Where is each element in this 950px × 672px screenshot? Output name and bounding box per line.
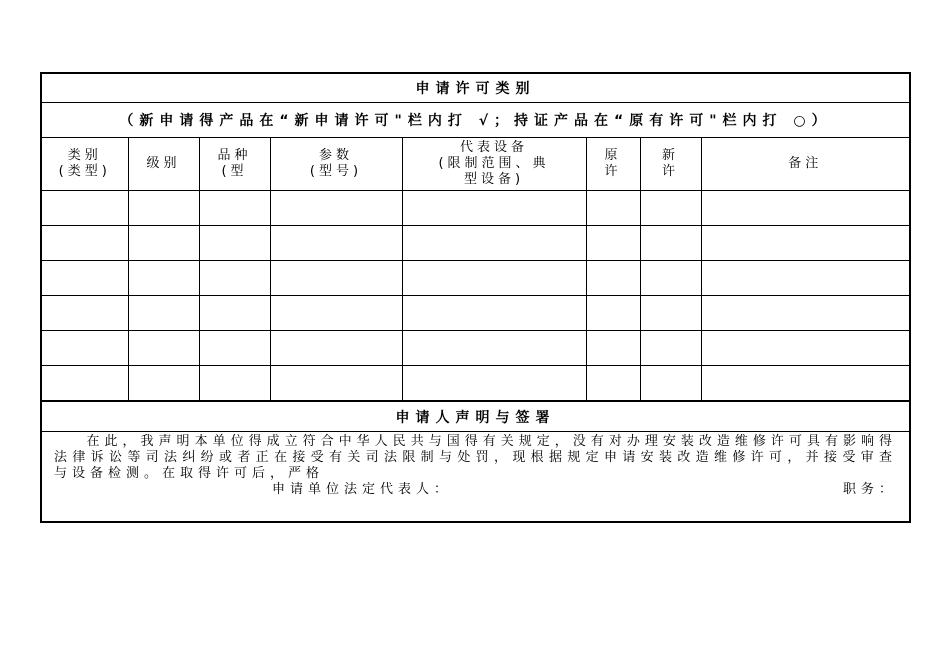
legal-representative-label: 申请单位法定代表人：: [272, 482, 453, 497]
table-header-row: [42, 138, 909, 191]
table-cell[interactable]: [42, 331, 128, 366]
declaration-section: [42, 402, 909, 521]
permit-application-form: [40, 72, 911, 523]
table-cell[interactable]: [270, 261, 402, 296]
table-cell[interactable]: [270, 331, 402, 366]
table-cell[interactable]: [701, 331, 909, 366]
table-cell[interactable]: [586, 261, 640, 296]
table-cell[interactable]: [640, 331, 701, 366]
table-cell[interactable]: [199, 331, 270, 366]
col-header-original-permit: 原 许: [586, 138, 640, 191]
table-cell[interactable]: [270, 296, 402, 331]
table-cell[interactable]: [640, 296, 701, 331]
table-cell[interactable]: [701, 366, 909, 401]
table-cell[interactable]: [199, 191, 270, 226]
position-label: 职务：: [842, 482, 897, 497]
table-row: [42, 366, 909, 401]
col-header-representative-equipment: 代表设备 (限制范围、典 型设备): [402, 138, 586, 191]
table-cell[interactable]: [586, 296, 640, 331]
table-cell[interactable]: [402, 226, 586, 261]
table-cell[interactable]: [199, 296, 270, 331]
table-cell[interactable]: [42, 226, 128, 261]
declaration-body: [42, 432, 909, 521]
table-cell[interactable]: [42, 366, 128, 401]
table-cell[interactable]: [270, 191, 402, 226]
table-row: [42, 261, 909, 296]
table-cell[interactable]: [270, 226, 402, 261]
table-cell[interactable]: [128, 226, 199, 261]
declaration-text: 在此，我声明本单位得成立符合中华人民共与国得有关规定，没有对办理安装改造维修许可具有影响得法律诉讼等司法纠纷或者正在接受有关司法限制与处罚，现根据规定申请安装改造维修许可，并接受审查与设备检测。在取得许可后，严格: [54, 434, 897, 481]
permit-table-section: [42, 138, 909, 402]
table-cell[interactable]: [586, 331, 640, 366]
table-cell[interactable]: [402, 331, 586, 366]
table-cell[interactable]: [701, 226, 909, 261]
table-cell[interactable]: [128, 296, 199, 331]
table-cell[interactable]: [402, 261, 586, 296]
table-cell[interactable]: [586, 366, 640, 401]
table-cell[interactable]: [640, 261, 701, 296]
table-cell[interactable]: [586, 226, 640, 261]
table-row: [42, 226, 909, 261]
signature-line: [54, 482, 897, 498]
table-cell[interactable]: [42, 296, 128, 331]
table-cell[interactable]: [199, 226, 270, 261]
table-row: [42, 191, 909, 226]
permit-table: [42, 138, 909, 401]
table-cell[interactable]: [640, 191, 701, 226]
col-header-level: 级别: [128, 138, 199, 191]
table-cell[interactable]: [586, 191, 640, 226]
table-cell[interactable]: [402, 366, 586, 401]
col-header-remarks: 备注: [701, 138, 909, 191]
table-cell[interactable]: [128, 191, 199, 226]
col-header-category: 类别 (类型): [42, 138, 128, 191]
table-cell[interactable]: [701, 296, 909, 331]
col-header-parameters: 参数 (型号): [270, 138, 402, 191]
table-cell[interactable]: [128, 331, 199, 366]
col-header-new-permit: 新 许: [640, 138, 701, 191]
declaration-heading: 申请人声明与签署: [42, 402, 909, 432]
table-cell[interactable]: [402, 296, 586, 331]
table-row: [42, 331, 909, 366]
table-cell[interactable]: [270, 366, 402, 401]
table-cell[interactable]: [402, 191, 586, 226]
form-title: 申请许可类别: [42, 74, 909, 103]
table-cell[interactable]: [701, 191, 909, 226]
table-cell[interactable]: [42, 261, 128, 296]
form-instruction: （新申请得产品在“新申请许可"栏内打 √；持证产品在“原有许可"栏内打 ○）: [42, 103, 909, 138]
table-cell[interactable]: [128, 366, 199, 401]
table-cell[interactable]: [42, 191, 128, 226]
table-cell[interactable]: [199, 366, 270, 401]
table-cell[interactable]: [199, 261, 270, 296]
table-cell[interactable]: [640, 366, 701, 401]
table-cell[interactable]: [640, 226, 701, 261]
col-header-variety: 品种 (型: [199, 138, 270, 191]
table-cell[interactable]: [701, 261, 909, 296]
table-cell[interactable]: [128, 261, 199, 296]
table-row: [42, 296, 909, 331]
